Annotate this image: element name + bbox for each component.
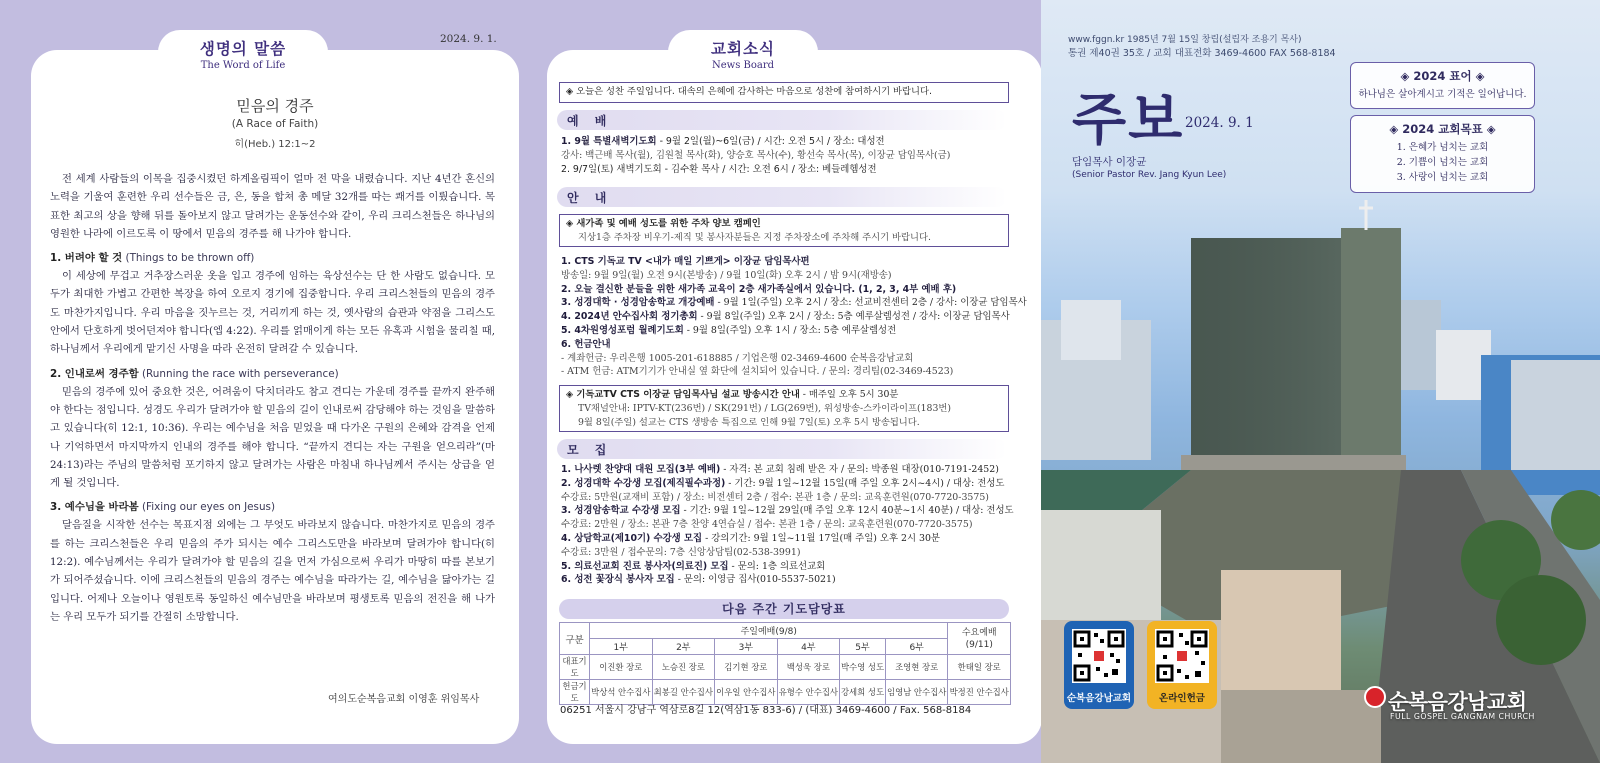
table-header-cell: 6부 bbox=[885, 639, 948, 655]
list-item: 2. 9/7일(토) 새벽기도회 - 김수환 목사 / 시간: 오전 6시 / 장소: 베들레헴성전 bbox=[561, 163, 877, 175]
recruit-section-bar bbox=[557, 439, 1007, 459]
section-1-english: (Things to be thrown off) bbox=[125, 252, 255, 265]
list-item: 4. 상담학교(제10기) 수강생 모집 - 강의기간: 9월 1일~11월 17일(매 주일) 오후 2시 30분 bbox=[561, 532, 940, 544]
communion-notice-text: ◈ 오늘은 성찬 주일입니다. 대속의 은혜에 감사하는 마음으로 성찬에 참여하시기 바랍니다. bbox=[566, 86, 932, 97]
cts-broadcast-time: - 매주일 오후 5시 30분 bbox=[799, 389, 899, 400]
guide-list bbox=[561, 255, 1027, 379]
church-goals-box bbox=[1350, 115, 1535, 193]
cts-broadcast-box bbox=[559, 385, 1009, 432]
church-info-line-1: www.fggn.kr 1985년 7월 15일 창립(설립자 조용기 목사) bbox=[1068, 35, 1302, 45]
section-heading-2 bbox=[50, 365, 495, 383]
news-board-subtitle: News Board bbox=[711, 60, 775, 71]
table-cell: 헌금기도 bbox=[560, 680, 590, 705]
list-item: 1. 9월 특별새벽기도회 - 9월 2일(월)~6일(금) / 시간: 오전 5시 / 장소: 대성전 bbox=[561, 136, 885, 147]
worship-section-bar bbox=[557, 110, 1007, 130]
table-cell: 백성욱 장로 bbox=[777, 655, 840, 680]
table-header-cell: 수요예배 (9/11) bbox=[948, 623, 1011, 655]
table-cell: 박상석 안수집사 bbox=[590, 680, 653, 705]
table-header-cell: 구분 bbox=[560, 623, 590, 655]
list-item: 강사: 백근배 목사(월), 김원철 목사(화), 양승호 목사(수), 황선숙 목사(목), 이장균 담임목사(금) bbox=[561, 149, 951, 161]
list-item: - 계좌헌금: 우리은행 1005-201-618885 / 기업은행 02-3469-4600 순복음강남교회 bbox=[561, 352, 914, 364]
section-1-body: 이 세상에 무겁고 거추장스러운 옷을 입고 경주에 임하는 육상선수는 단 한 사람도 없습니다. 모두가 최대한 가볍고 간편한 복장을 하여 오로지 경기에 집중합니다. 우리 크리스천들의 믿음의 경주도 마찬가지입니다. 우리 마음을 짓누르는 것, 거리끼게 하는 것, 옛사람의 습관과 약점을 그리스도 안에서 단호하게 벗어던져야 합니다(엡 4:22). 우리를 얽매이게 하는 모든 유혹과 시험을 물리칠 때, 하나님께서 우리에게 맡기신 사명을 따라 온전히 달려갈 수 있습니다. bbox=[50, 270, 496, 356]
word-of-life-title: 생명의 말씀 bbox=[199, 40, 287, 58]
list-item: 6. 성전 꽃장식 봉사자 모집 - 문의: 이영금 집사(010-5537-5021) bbox=[561, 574, 836, 586]
table-cell: 한태일 장로 bbox=[948, 655, 1011, 680]
table-header-cell: 1부 bbox=[590, 639, 653, 655]
qr-code-online-offering[interactable] bbox=[1147, 621, 1217, 709]
worship-list bbox=[561, 135, 950, 176]
bulletin-title: 주보 bbox=[1072, 88, 1185, 153]
list-item: 4. 2024년 안수집사회 정기총회 - 9월 8일(주일) 오후 2시 / 장소: 5층 예루살렘성전 / 강사: 이장균 담임목사 bbox=[561, 311, 1010, 323]
list-item: 2. 오늘 결신한 분들을 위한 새가족 교육이 2층 새가족실에서 있습니다. (1, 2, 3, 4부 예배 후) bbox=[561, 283, 957, 295]
table-header-cell: 4부 bbox=[777, 639, 840, 655]
table-header-cell: 3부 bbox=[715, 639, 778, 655]
bulletin-date: 2024. 9. 1. bbox=[440, 33, 497, 45]
news-board-tab bbox=[668, 30, 818, 70]
section-3-title: 3. 예수님을 바라봄 bbox=[50, 501, 139, 514]
qr-code-church[interactable] bbox=[1064, 621, 1134, 709]
list-item: 6. 헌금안내 bbox=[561, 338, 611, 350]
church-logo-icon bbox=[1364, 686, 1386, 708]
recruit-list bbox=[561, 463, 1014, 587]
parking-campaign-body: 지상1층 주차장 비우기-제직 및 봉사자분들은 지정 주차장소에 주차해 주시기 바랍니다. bbox=[578, 232, 931, 243]
list-item: 1. 은혜가 넘치는 교회 bbox=[1396, 142, 1489, 153]
section-heading-3 bbox=[50, 498, 495, 516]
motto-title: ◈ 2024 표어 ◈ bbox=[1400, 69, 1485, 83]
table-header-cell: 2부 bbox=[652, 639, 715, 655]
sermon-signature: 여의도순복음교회 이영훈 위임목사 bbox=[328, 694, 480, 705]
cover-date: 2024. 9. 1 bbox=[1185, 115, 1254, 131]
qr-offering-label: 온라인헌금 bbox=[1159, 693, 1205, 704]
table-cell: 박수영 성도 bbox=[840, 655, 886, 680]
communion-notice bbox=[559, 82, 1009, 103]
table-header-cell: 5부 bbox=[840, 639, 886, 655]
section-3-body: 달음질을 시작한 선수는 목표지점 외에는 그 무엇도 바라보지 않습니다. 마찬가지로 믿음의 경주를 하는 크리스천들은 우리 믿음의 주가 되시는 예수 그리스도만을 바라보며 달려가야 합니다(히 12:2). 예수님께서는 우리가 달려가야 할 믿음의 길을 먼저 가심으로써 우리가 마땅히 따를 본보기가 되어주셨습니다. 이에 크리스천들의 믿음의 경주는 예수님을 따라가는 길, 예수님을 닮아가는 길입니다. 어제나 오늘이나 영원토록 동일하신 예수님만을 바라보며 평생토록 믿음의 전진을 해 나가는 우리 모두가 되기를 간절히 소망합니다. bbox=[50, 519, 495, 623]
church-logo-name: 순복음강남교회 bbox=[1388, 690, 1527, 714]
list-item: 수강료: 2만원 / 장소: 본관 7층 찬양 4연습실 / 접수: 본관 1층 / 문의: 교육훈련원(070-7720-3575) bbox=[561, 519, 973, 531]
table-cell: 유형수 안수집사 bbox=[777, 680, 840, 705]
table-row bbox=[560, 639, 1011, 655]
word-of-life-tab bbox=[158, 30, 328, 70]
goals-list bbox=[1351, 140, 1534, 185]
recruit-section-label: 모 집 bbox=[567, 443, 613, 457]
section-heading-1 bbox=[50, 249, 495, 267]
cts-broadcast-title-line bbox=[566, 388, 1002, 402]
sermon-body bbox=[50, 170, 495, 626]
section-2-english: (Running the race with perseverance) bbox=[142, 367, 339, 380]
sermon-intro: 전 세계 사람들의 이목을 집중시켰던 하계올림픽이 얼마 전 막을 내렸습니다. 지난 4년간 혼신의 노력을 기울여 훈련한 우리 선수들은 금, 은, 동을 합쳐 총 메달 32개를 따는 쾌거를 이뤘습니다. 목표한 최고의 상을 향해 뒤를 돌아보지 않고 달려가는 운동선수와 같이, 우리 크리스천들은 하나님의 영원한 나라에 이르도록 이 땅에서 믿음의 경주를 해 나가야 합니다. bbox=[50, 173, 495, 240]
list-item: 3. 사랑이 넘치는 교회 bbox=[1396, 172, 1489, 183]
word-of-life-subtitle: The Word of Life bbox=[200, 60, 286, 71]
table-cell: 김기현 장로 bbox=[715, 655, 778, 680]
motto-box bbox=[1350, 62, 1535, 109]
list-item: 수강료: 5만원(교재비 포함) / 장소: 비전센터 2층 / 접수: 본관 1층 / 문의: 교육훈련원(070-7720-3575) bbox=[561, 491, 989, 503]
qr-church-label: 순복음강남교회 bbox=[1066, 693, 1132, 704]
table-cell: 노승진 장로 bbox=[652, 655, 715, 680]
prayer-schedule-title: 다음 주간 기도담당표 bbox=[559, 599, 1009, 619]
scripture-reference: 히(Heb.) 12:1~2 bbox=[234, 139, 316, 150]
sermon-subtitle: (A Race of Faith) bbox=[231, 118, 319, 130]
list-item: 수강료: 3만원 / 접수문의: 7층 신앙상담팀(02-538-3991) bbox=[561, 546, 801, 558]
news-board-title: 교회소식 bbox=[711, 40, 775, 58]
table-cell: 이우일 안수집사 bbox=[715, 680, 778, 705]
list-item: 5. 4차원영성포럼 월례기도회 - 9월 8일(주일) 오후 1시 / 장소: 5층 예루살렘성전 bbox=[561, 324, 897, 336]
table-cell: 강세희 성도 bbox=[840, 680, 886, 705]
list-item: 방송일: 9월 9일(월) 오전 9시(본방송) / 9월 10일(화) 오후 2시 / 밤 9시(재방송) bbox=[561, 269, 892, 281]
guide-section-label: 안 내 bbox=[567, 191, 613, 205]
list-item: 3. 성경대학 · 성경암송학교 개강예배 - 9월 1일(주일) 오후 2시 / 장소: 선교비전센터 2층 / 강사: 이장균 담임목사 bbox=[561, 297, 1027, 309]
table-cell: 조영현 장로 bbox=[885, 655, 948, 680]
parking-campaign-title: ◈ 새가족 및 예배 성도를 위한 주차 양보 캠페인 bbox=[566, 218, 761, 229]
list-item: 1. CTS 기독교 TV <내가 매일 기쁘게> 이장균 담임목사편 bbox=[561, 256, 810, 267]
cts-broadcast-title: ◈ 기독교TV CTS 이장균 담임목사님 설교 방송시간 안내 bbox=[566, 389, 800, 400]
list-item: 2. 성경대학 수강생 모집(제직필수과정) - 기간: 9월 1일~12월 15일(매 주일 오후 2시~4시) / 대상: 전성도 bbox=[561, 477, 1005, 489]
table-row bbox=[560, 623, 1011, 639]
section-1-title: 1. 버려야 할 것 bbox=[50, 252, 123, 265]
sermon-title: 믿음의 경주 bbox=[236, 97, 314, 115]
church-info-line-2: 통권 제40권 35호 / 교회 대표전화 3469-4600 FAX 568-8184 bbox=[1068, 48, 1336, 59]
table-cell: 박정진 안수집사 bbox=[948, 680, 1011, 705]
guide-section-bar bbox=[557, 187, 1007, 207]
worship-section-label: 예 배 bbox=[567, 114, 613, 128]
section-2-body: 믿음의 경주에 있어 중요한 것은, 어려움이 닥치더라도 참고 견디는 가운데 경주를 끝까지 완주해야 한다는 점입니다. 성경도 우리가 달려가야 할 믿음의 길이 인내로써 감당해야 하는 것임을 말씀하고 있습니다(히 12:1, 10:36). 우리는 예수님을 처음 믿었을 때 다가온 구원의 은혜와 감격을 언제나 기억하면서 마지막까지 인내의 경주를 해야 합니다. “끝까지 견디는 자는 구원을 얻으리라”(마 24:13)라는 주님의 말씀처럼 포기하지 않고 달려가는 사람은 마침내 하나님께서 주시는 상급을 얻게 될 것입니다. bbox=[50, 385, 495, 490]
list-item: 3. 성경암송학교 수강생 모집 - 기간: 9월 1일~12월 29일(매 주일 오후 12시 40분~1시 40분) / 대상: 전성도 bbox=[561, 505, 1014, 517]
table-cell: 임영남 안수집사 bbox=[885, 680, 948, 705]
qr-code-icon bbox=[1072, 629, 1126, 683]
church-address: 06251 서울시 강남구 역삼로8길 12(역삼1동 833-6) / (대표) 3469-4600 / Fax. 568-8184 bbox=[560, 705, 972, 716]
prayer-schedule-table bbox=[559, 622, 1011, 705]
table-header-cell: 주일예배(9/8) bbox=[590, 623, 948, 639]
table-cell: 대표기도 bbox=[560, 655, 590, 680]
section-2-title: 2. 인내로써 경주함 bbox=[50, 367, 139, 380]
section-3-english: (Fixing our eyes on Jesus) bbox=[142, 501, 276, 514]
list-item: 1. 나사렛 찬양대 대원 모집(3부 예배) - 자격: 본 교회 침례 받은 자 / 문의: 박종원 대장(010-7191-2452) bbox=[561, 464, 999, 475]
cts-schedule-note: 9월 8일(주일) 설교는 CTS 생방송 특집으로 인해 9월 7일(토) 오후 5시 방송됩니다. bbox=[578, 417, 920, 428]
senior-pastor-english: (Senior Pastor Rev. Jang Kyun Lee) bbox=[1072, 170, 1227, 180]
table-cell: 최봉길 안수집사 bbox=[652, 680, 715, 705]
list-item: 5. 의료선교회 진료 봉사자(의료진) 모집 - 문의: 1층 의료선교회 bbox=[561, 560, 826, 572]
table-cell: 이진환 장로 bbox=[590, 655, 653, 680]
list-item: - ATM 헌금: ATM기기가 안내실 옆 화단에 설치되어 있습니다. / 문의: 경리팀(02-3469-4523) bbox=[561, 366, 954, 378]
table-row bbox=[560, 655, 1011, 680]
qr-code-icon bbox=[1155, 629, 1209, 683]
senior-pastor: 담임목사 이장균 bbox=[1072, 156, 1147, 168]
church-logo-english: FULL GOSPEL GANGNAM CHURCH bbox=[1390, 712, 1535, 721]
cts-channel-info: TV채널안내: IPTV-KT(236번) / SK(291번) / LG(269번), 위성방송-스카이라이프(183번) bbox=[578, 403, 951, 414]
list-item: 2. 기쁨이 넘치는 교회 bbox=[1396, 157, 1489, 168]
parking-campaign-box bbox=[559, 214, 1009, 247]
goals-title: ◈ 2024 교회목표 ◈ bbox=[1389, 122, 1496, 136]
motto-text: 하나님은 살아계시고 기적은 일어납니다. bbox=[1358, 89, 1527, 100]
